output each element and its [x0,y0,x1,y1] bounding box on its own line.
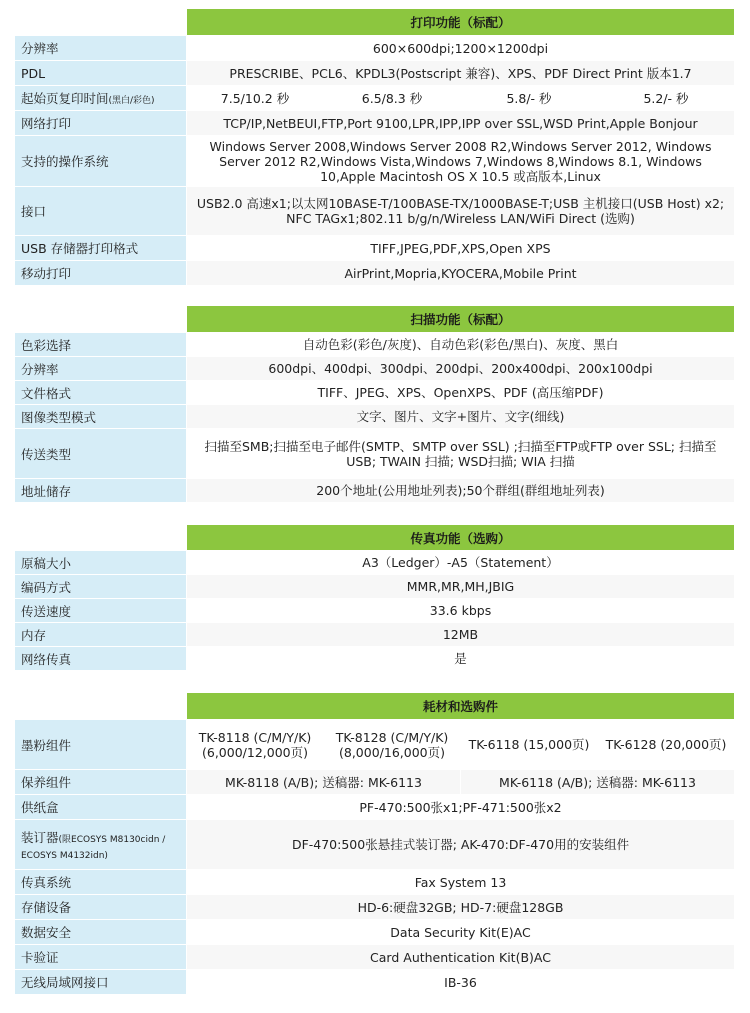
row-value: DF-470:500张悬挂式装订器; AK-470:DF-470用的安装组件 [187,820,735,870]
row-value: 600×600dpi;1200×1200dpi [187,36,735,61]
row-value: 33.6 kbps [187,599,735,623]
row-value: 自动色彩(彩色/灰度)、自动色彩(彩色/黑白)、灰度、黑白 [187,333,735,357]
header-spacer [15,9,187,36]
row-label: 传送速度 [15,599,187,623]
row-value: 文字、图片、文字+图片、文字(细线) [187,405,735,429]
row-value: Fax System 13 [187,870,735,895]
row-label: 墨粉组件 [15,720,187,770]
row-value: A3（Ledger）-A5（Statement） [187,551,735,575]
row-value: TIFF、JPEG、XPS、OpenXPS、PDF (高压缩PDF) [187,381,735,405]
scan-spec-section [14,305,734,503]
row-value: MMR,MR,MH,JBIG [187,575,735,599]
row-label: 原稿大小 [15,551,187,575]
row-label: 卡验证 [15,945,187,970]
row-value: TCP/IP,NetBEUI,FTP,Port 9100,LPR,IPP,IPP over SSL,WSD Print,Apple Bonjour [187,111,735,136]
label-note: (限ECOSYS M8130cidn / ECOSYS M4132idn) [21,835,166,861]
row-value: 12MB [187,623,735,647]
section-title: 传真功能（选购） [187,525,735,551]
row-label: 支持的操作系统 [15,136,187,187]
row-value: 600dpi、400dpi、300dpi、200dpi、200x400dpi、200x100dpi [187,357,735,381]
row-label: 内存 [15,623,187,647]
toner-col3: TK-6118 (15,000页) [461,720,598,770]
row-label: 网络打印 [15,111,187,136]
row-value: USB2.0 高速x1;以太网10BASE-T/100BASE-TX/1000BASE-T;USB 主机接口(USB Host) x2; NFC TAGx1;802.11 b/g/n/Wireless LAN/WiFi Direct (选购) [187,187,735,236]
row-value: AirPrint,Mopria,KYOCERA,Mobile Print [187,261,735,286]
row-label: USB 存储器打印格式 [15,236,187,261]
consumables-section [14,692,734,995]
row-label: 色彩选择 [15,333,187,357]
section-title: 打印功能（标配） [187,9,735,36]
row-label: 编码方式 [15,575,187,599]
row-label: 分辨率 [15,357,187,381]
row-value-col1: 7.5/10.2 秒 [187,86,324,111]
row-label: 传送类型 [15,429,187,479]
row-value: 是 [187,647,735,671]
row-value: TIFF,JPEG,PDF,XPS,Open XPS [187,236,735,261]
row-label [15,86,187,111]
row-label: 移动打印 [15,261,187,286]
row-label: PDL [15,61,187,86]
row-label: 图像类型模式 [15,405,187,429]
label-text: 起始页复印时间 [21,91,109,106]
section-title: 耗材和选购件 [187,693,735,720]
row-label: 存储设备 [15,895,187,920]
section-title: 扫描功能（标配） [187,306,735,333]
row-label: 地址储存 [15,479,187,503]
fax-spec-section [14,524,734,671]
header-spacer [15,693,187,720]
toner-col4: TK-6128 (20,000页) [598,720,735,770]
row-label: 数据安全 [15,920,187,945]
row-value: PRESCRIBE、PCL6、KPDL3(Postscript 兼容)、XPS、PDF Direct Print 版本1.7 [187,61,735,86]
row-value: 扫描至SMB;扫描至电子邮件(SMTP、SMTP over SSL) ;扫描至FTP或FTP over SSL; 扫描至USB; TWAIN 扫描; WSD扫描; WIA 扫描 [187,429,735,479]
toner-col2: TK-8128 (C/M/Y/K) (8,000/16,000页) [324,720,461,770]
maint-col2: MK-6118 (A/B); 送稿器: MK-6113 [461,770,735,795]
print-spec-section [14,8,734,286]
row-label: 传真系统 [15,870,187,895]
row-label: 无线局域网接口 [15,970,187,995]
row-label: 文件格式 [15,381,187,405]
row-value: Card Authentication Kit(B)AC [187,945,735,970]
label-text: 装订器 [21,830,59,845]
row-value: IB-36 [187,970,735,995]
header-spacer [15,525,187,551]
header-spacer [15,306,187,333]
row-value: HD-6:硬盘32GB; HD-7:硬盘128GB [187,895,735,920]
row-value: Windows Server 2008,Windows Server 2008 R2,Windows Server 2012, Windows Server 2012 R2,Windows Vista,Windows 7,Windows 8,Windows 8.1, Windows 10,Apple Macintosh OS X 10.5 或高版本,Linux [187,136,735,187]
row-label [15,820,187,870]
row-value: 200个地址(公用地址列表);50个群组(群组地址列表) [187,479,735,503]
row-value: Data Security Kit(E)AC [187,920,735,945]
row-value-col3: 5.8/- 秒 [461,86,598,111]
row-value-col4: 5.2/- 秒 [598,86,735,111]
row-value: PF-470:500张x1;PF-471:500张x2 [187,795,735,820]
label-note: (黑白/彩色) [108,96,155,106]
row-label: 供纸盒 [15,795,187,820]
toner-col1: TK-8118 (C/M/Y/K) (6,000/12,000页) [187,720,324,770]
row-label: 网络传真 [15,647,187,671]
row-label: 接口 [15,187,187,236]
row-label: 分辨率 [15,36,187,61]
row-label: 保养组件 [15,770,187,795]
row-value-col2: 6.5/8.3 秒 [324,86,461,111]
maint-col1: MK-8118 (A/B); 送稿器: MK-6113 [187,770,461,795]
